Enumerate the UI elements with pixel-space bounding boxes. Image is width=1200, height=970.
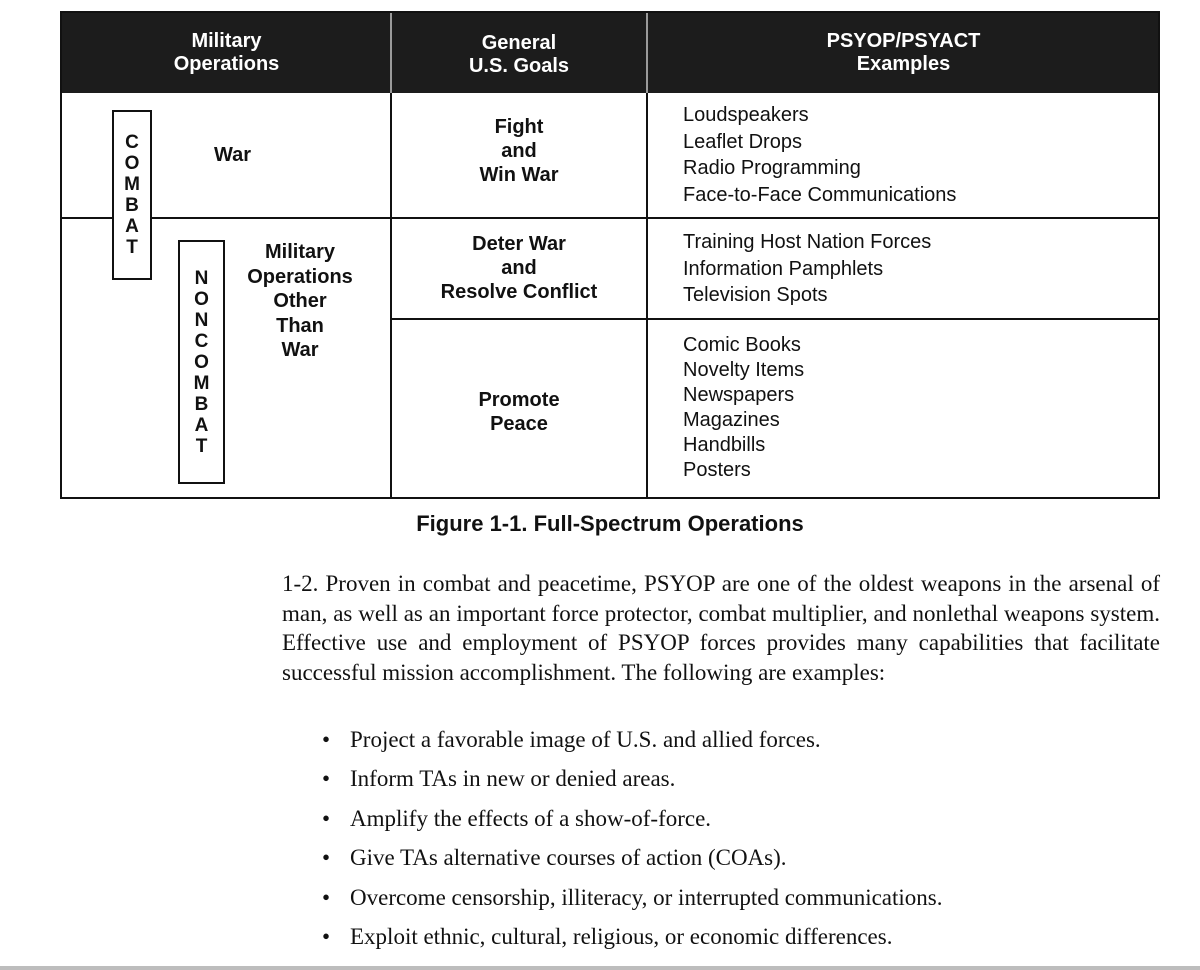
list-item-text: Overcome censorship, illiteracy, or interrupted communications. xyxy=(350,884,943,910)
noncombat-letter: A xyxy=(194,414,209,436)
list-item xyxy=(322,924,943,963)
combat-letter: B xyxy=(125,195,139,216)
list-item-text: Amplify the effects of a show-of-force. xyxy=(350,805,712,831)
example-item: Posters xyxy=(683,459,751,481)
example-item: Loudspeakers xyxy=(683,104,809,126)
header-psyop-examples: PSYOP/PSYACT Examples xyxy=(826,30,981,75)
list-item xyxy=(322,885,943,924)
noncombat-letter: O xyxy=(194,351,209,373)
goal-deter-war: Deter War and Resolve Conflict xyxy=(440,233,598,303)
examples-war xyxy=(683,102,956,208)
combat-letter: C xyxy=(125,132,139,153)
example-item: Training Host Nation Forces xyxy=(683,231,932,253)
examples-deter xyxy=(683,229,931,309)
combat-letter: M xyxy=(124,174,140,195)
list-item xyxy=(322,806,943,845)
bullet-icon: • xyxy=(322,923,331,949)
noncombat-letter: B xyxy=(194,393,209,415)
bullet-icon: • xyxy=(322,766,331,792)
list-item xyxy=(322,845,943,884)
combat-letter: O xyxy=(124,153,140,174)
example-item: Newspapers xyxy=(683,384,795,406)
list-item-text: Inform TAs in new or denied areas. xyxy=(350,766,676,792)
body-paragraph: 1-2. Proven in combat and peacetime, PSYOP are one of the oldest weapons in the arsenal of man, as well as an important force protector, combat multiplier, and nonlethal weapons system. Effective use and employment of PSYOP forces provides many capabilities that facilitate successful mission accomplishment. The following are examples: xyxy=(282,571,1160,685)
bullet-icon: • xyxy=(322,884,331,910)
example-item: Face-to-Face Communications xyxy=(683,183,957,206)
header-divider xyxy=(390,13,392,93)
noncombat-letter: T xyxy=(195,435,208,457)
row-divider xyxy=(62,217,1158,219)
list-item-text: Project a favorable image of U.S. and allied forces. xyxy=(350,727,821,752)
header-general-goals: General U.S. Goals xyxy=(468,32,570,77)
bullet-icon: • xyxy=(322,845,331,871)
noncombat-letter: N xyxy=(194,267,209,289)
combat-vertical-label xyxy=(112,110,152,280)
header-military-operations: Military Operations xyxy=(173,30,280,75)
bullet-icon: • xyxy=(322,805,331,831)
noncombat-letter: M xyxy=(193,372,210,394)
list-item xyxy=(322,766,943,805)
list-item-text: Give TAs alternative courses of action (COAs). xyxy=(350,845,787,871)
example-item: Comic Books xyxy=(683,334,801,356)
header-divider xyxy=(646,13,648,93)
row-divider xyxy=(390,318,1158,320)
combat-letter: T xyxy=(126,237,138,258)
list-item xyxy=(322,727,943,766)
example-item: Handbills xyxy=(683,434,766,456)
example-item: Television Spots xyxy=(683,284,828,306)
example-item: Information Pamphlets xyxy=(683,257,884,280)
example-item: Magazines xyxy=(683,409,780,431)
goal-fight-and-win: Fight and Win War xyxy=(479,116,559,186)
noncombat-letter: O xyxy=(194,288,209,310)
noncombat-letter: N xyxy=(194,309,209,331)
full-spectrum-operations-figure xyxy=(60,11,1160,499)
examples-peace xyxy=(683,333,804,483)
list-item-text: Exploit ethnic, cultural, religious, or economic differences. xyxy=(350,923,893,949)
combat-letter: A xyxy=(125,216,139,237)
bullet-icon: • xyxy=(322,727,331,752)
figure-caption: Figure 1-1. Full-Spectrum Operations xyxy=(416,511,804,536)
figure-header-row xyxy=(62,13,1158,93)
example-item: Leaflet Drops xyxy=(683,130,802,153)
goal-promote-peace: Promote Peace xyxy=(478,389,560,435)
mootw-label: Military Operations Other Than War xyxy=(247,241,353,361)
bullet-list xyxy=(322,727,943,963)
example-item: Radio Programming xyxy=(683,157,861,179)
page-bottom-edge xyxy=(0,966,1200,970)
noncombat-vertical-label xyxy=(178,240,225,484)
example-item: Novelty Items xyxy=(683,359,805,381)
noncombat-letter: C xyxy=(194,330,209,352)
war-label: War xyxy=(214,144,252,166)
